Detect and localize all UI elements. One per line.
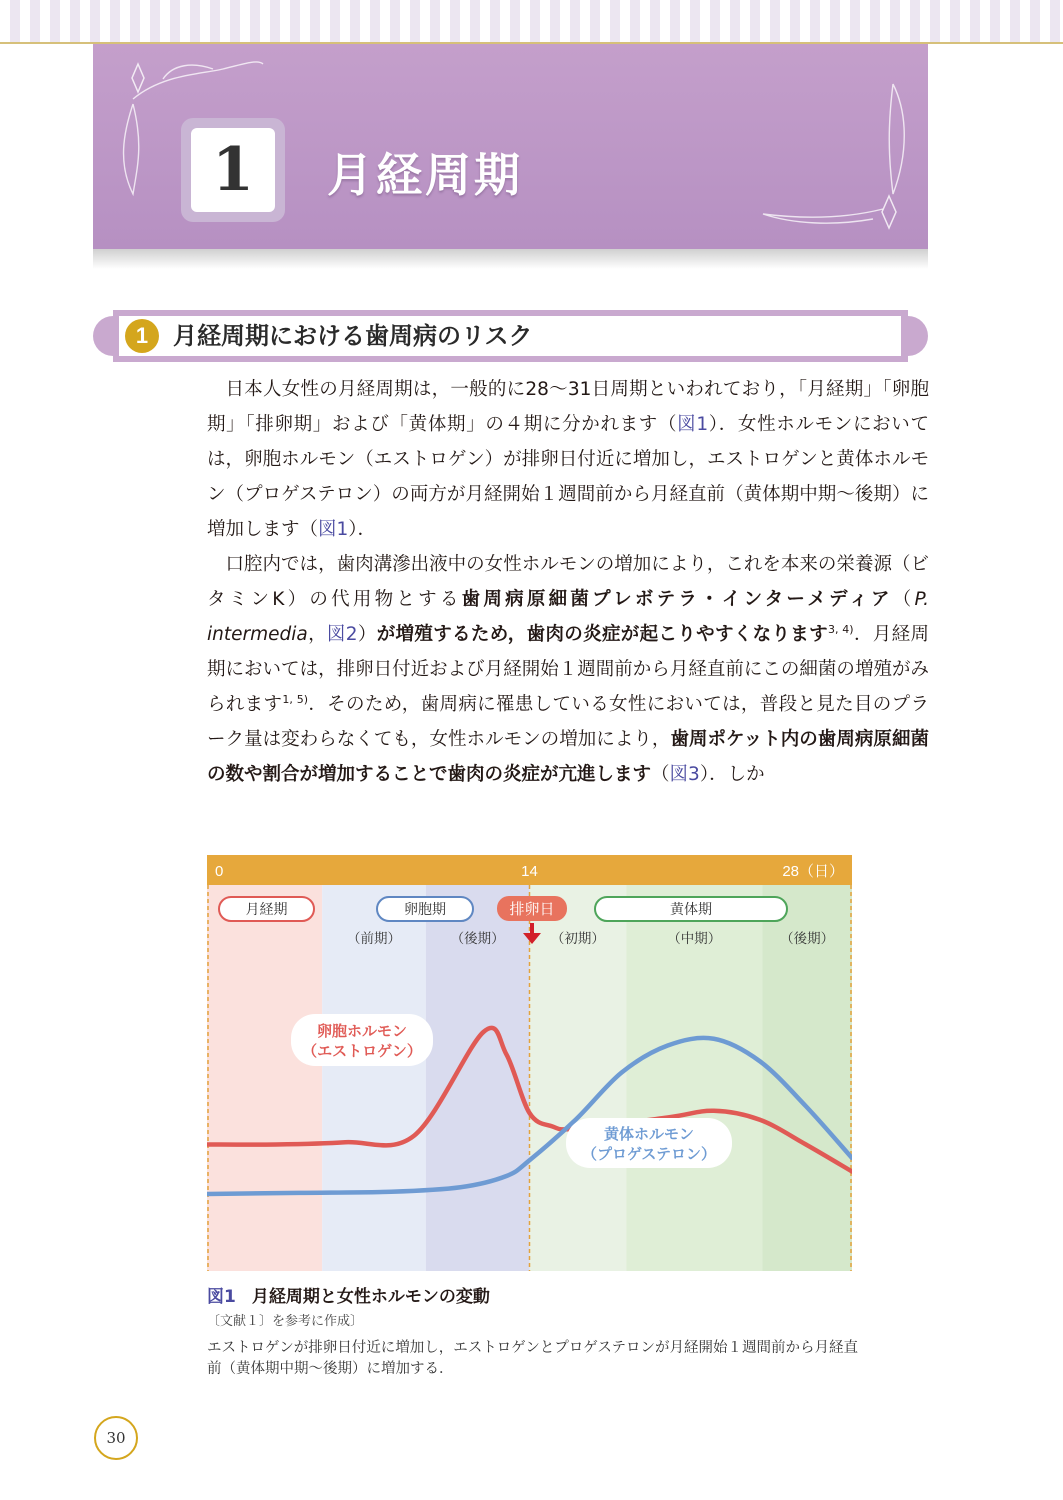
paragraph-2: 口腔内では，歯肉溝滲出液中の女性ホルモンの増加により，これを本来の栄養源（ビタミンK）の代用物とする歯周病原細菌プレボテラ・インターメディア（P. intermedia，図2）が増殖するため，歯肉の炎症が起こりやすくなります$^{3, 4)}$．月経周期においては，排卵日付近および月経開始１週間前から月経直前にこの細菌の増殖がみられます$^{1, 5)}$．そのため，歯周病に罹患している女性においては，普段と見た目のプラーク量は変わらなくても，女性ホルモンの増加により，歯周ポケット内の歯周病原細菌の数や割合が増加することで歯肉の炎症が亢進します（図3）．しか bbox=[207, 554, 929, 785]
axis-tick-label-0: 0 bbox=[215, 863, 224, 880]
chapter-title: 月経周期 bbox=[327, 148, 523, 202]
banner-shadow bbox=[93, 249, 928, 269]
figure-ref-1-second[interactable]: 図1 bbox=[318, 519, 349, 540]
subphase-label-4: （後期） bbox=[780, 931, 835, 947]
phase-band-menstrual bbox=[207, 885, 322, 1271]
subphase-label-0: （前期） bbox=[347, 931, 402, 947]
paragraph-1: 日本人女性の月経周期は，一般的に28〜31日周期といわれており，「月経期」「卵胞期」「排卵期」および「黄体期」の４期に分かれます（図1）．女性ホルモンにおいては，卵胞ホルモン（エストロゲン）が排卵日付近に増加し，エストロゲンと黄体ホルモン（プロゲステロン）の両方が月経開始１週間前から月経直前（黄体期中期〜後期）に増加します（図1）． bbox=[207, 379, 929, 540]
figure-description: エストロゲンが排卵日付近に増加し，エストロゲンとプロゲステロンが月経開始１週間前から月経直前（黄体期中期〜後期）に増加する． bbox=[207, 1340, 859, 1377]
section-number-badge: 1 bbox=[125, 319, 159, 353]
phase-label-1: 卵胞期 bbox=[404, 902, 446, 918]
subphase-label-2: （初期） bbox=[550, 931, 605, 947]
ovulation-label: 排卵日 bbox=[509, 900, 555, 918]
page-number: 30 bbox=[94, 1416, 138, 1460]
figure-title: 月経周期と女性ホルモンの変動 bbox=[251, 1287, 490, 1307]
axis-tick-label-28: 28（日） bbox=[782, 863, 844, 880]
series-sublabel-1: （プロゲステロン） bbox=[581, 1145, 717, 1163]
chapter-number-box bbox=[181, 118, 285, 222]
section-heading bbox=[93, 310, 928, 362]
ovulation-arrow-stem bbox=[530, 923, 534, 933]
citation-1-5: 1, 5) bbox=[282, 693, 308, 706]
body-text bbox=[207, 372, 929, 792]
figure-ref-1[interactable]: 図1 bbox=[677, 414, 709, 435]
axis-tick-label-14: 14 bbox=[521, 863, 538, 880]
section-title: 月経周期における歯周病のリスク bbox=[173, 322, 533, 350]
citation-3-4: 3, 4) bbox=[827, 623, 854, 636]
series-label-1: 黄体ホルモン bbox=[603, 1125, 695, 1143]
series-sublabel-0: （エストロゲン） bbox=[302, 1042, 422, 1060]
species-name: P. intermedia bbox=[207, 589, 929, 645]
hormone-chart bbox=[207, 855, 852, 1271]
series-label-0: 卵胞ホルモン bbox=[316, 1022, 408, 1040]
chapter-banner bbox=[93, 44, 928, 249]
top-decorative-stripe bbox=[0, 0, 1063, 44]
figure-caption bbox=[207, 1285, 867, 1380]
figure-ref-3[interactable]: 図3 bbox=[669, 764, 700, 785]
subphase-label-1: （後期） bbox=[450, 931, 505, 947]
figure-source: 〔文献１〕を参考に作成〕 bbox=[207, 1314, 364, 1329]
subphase-label-3: （中期） bbox=[667, 931, 722, 947]
phase-label-2: 黄体期 bbox=[670, 902, 712, 918]
figure-label: 図1 bbox=[207, 1287, 236, 1307]
chapter-number: 1 bbox=[191, 128, 275, 212]
phase-label-0: 月経期 bbox=[245, 902, 288, 918]
figure-ref-2[interactable]: 図2 bbox=[326, 624, 358, 645]
